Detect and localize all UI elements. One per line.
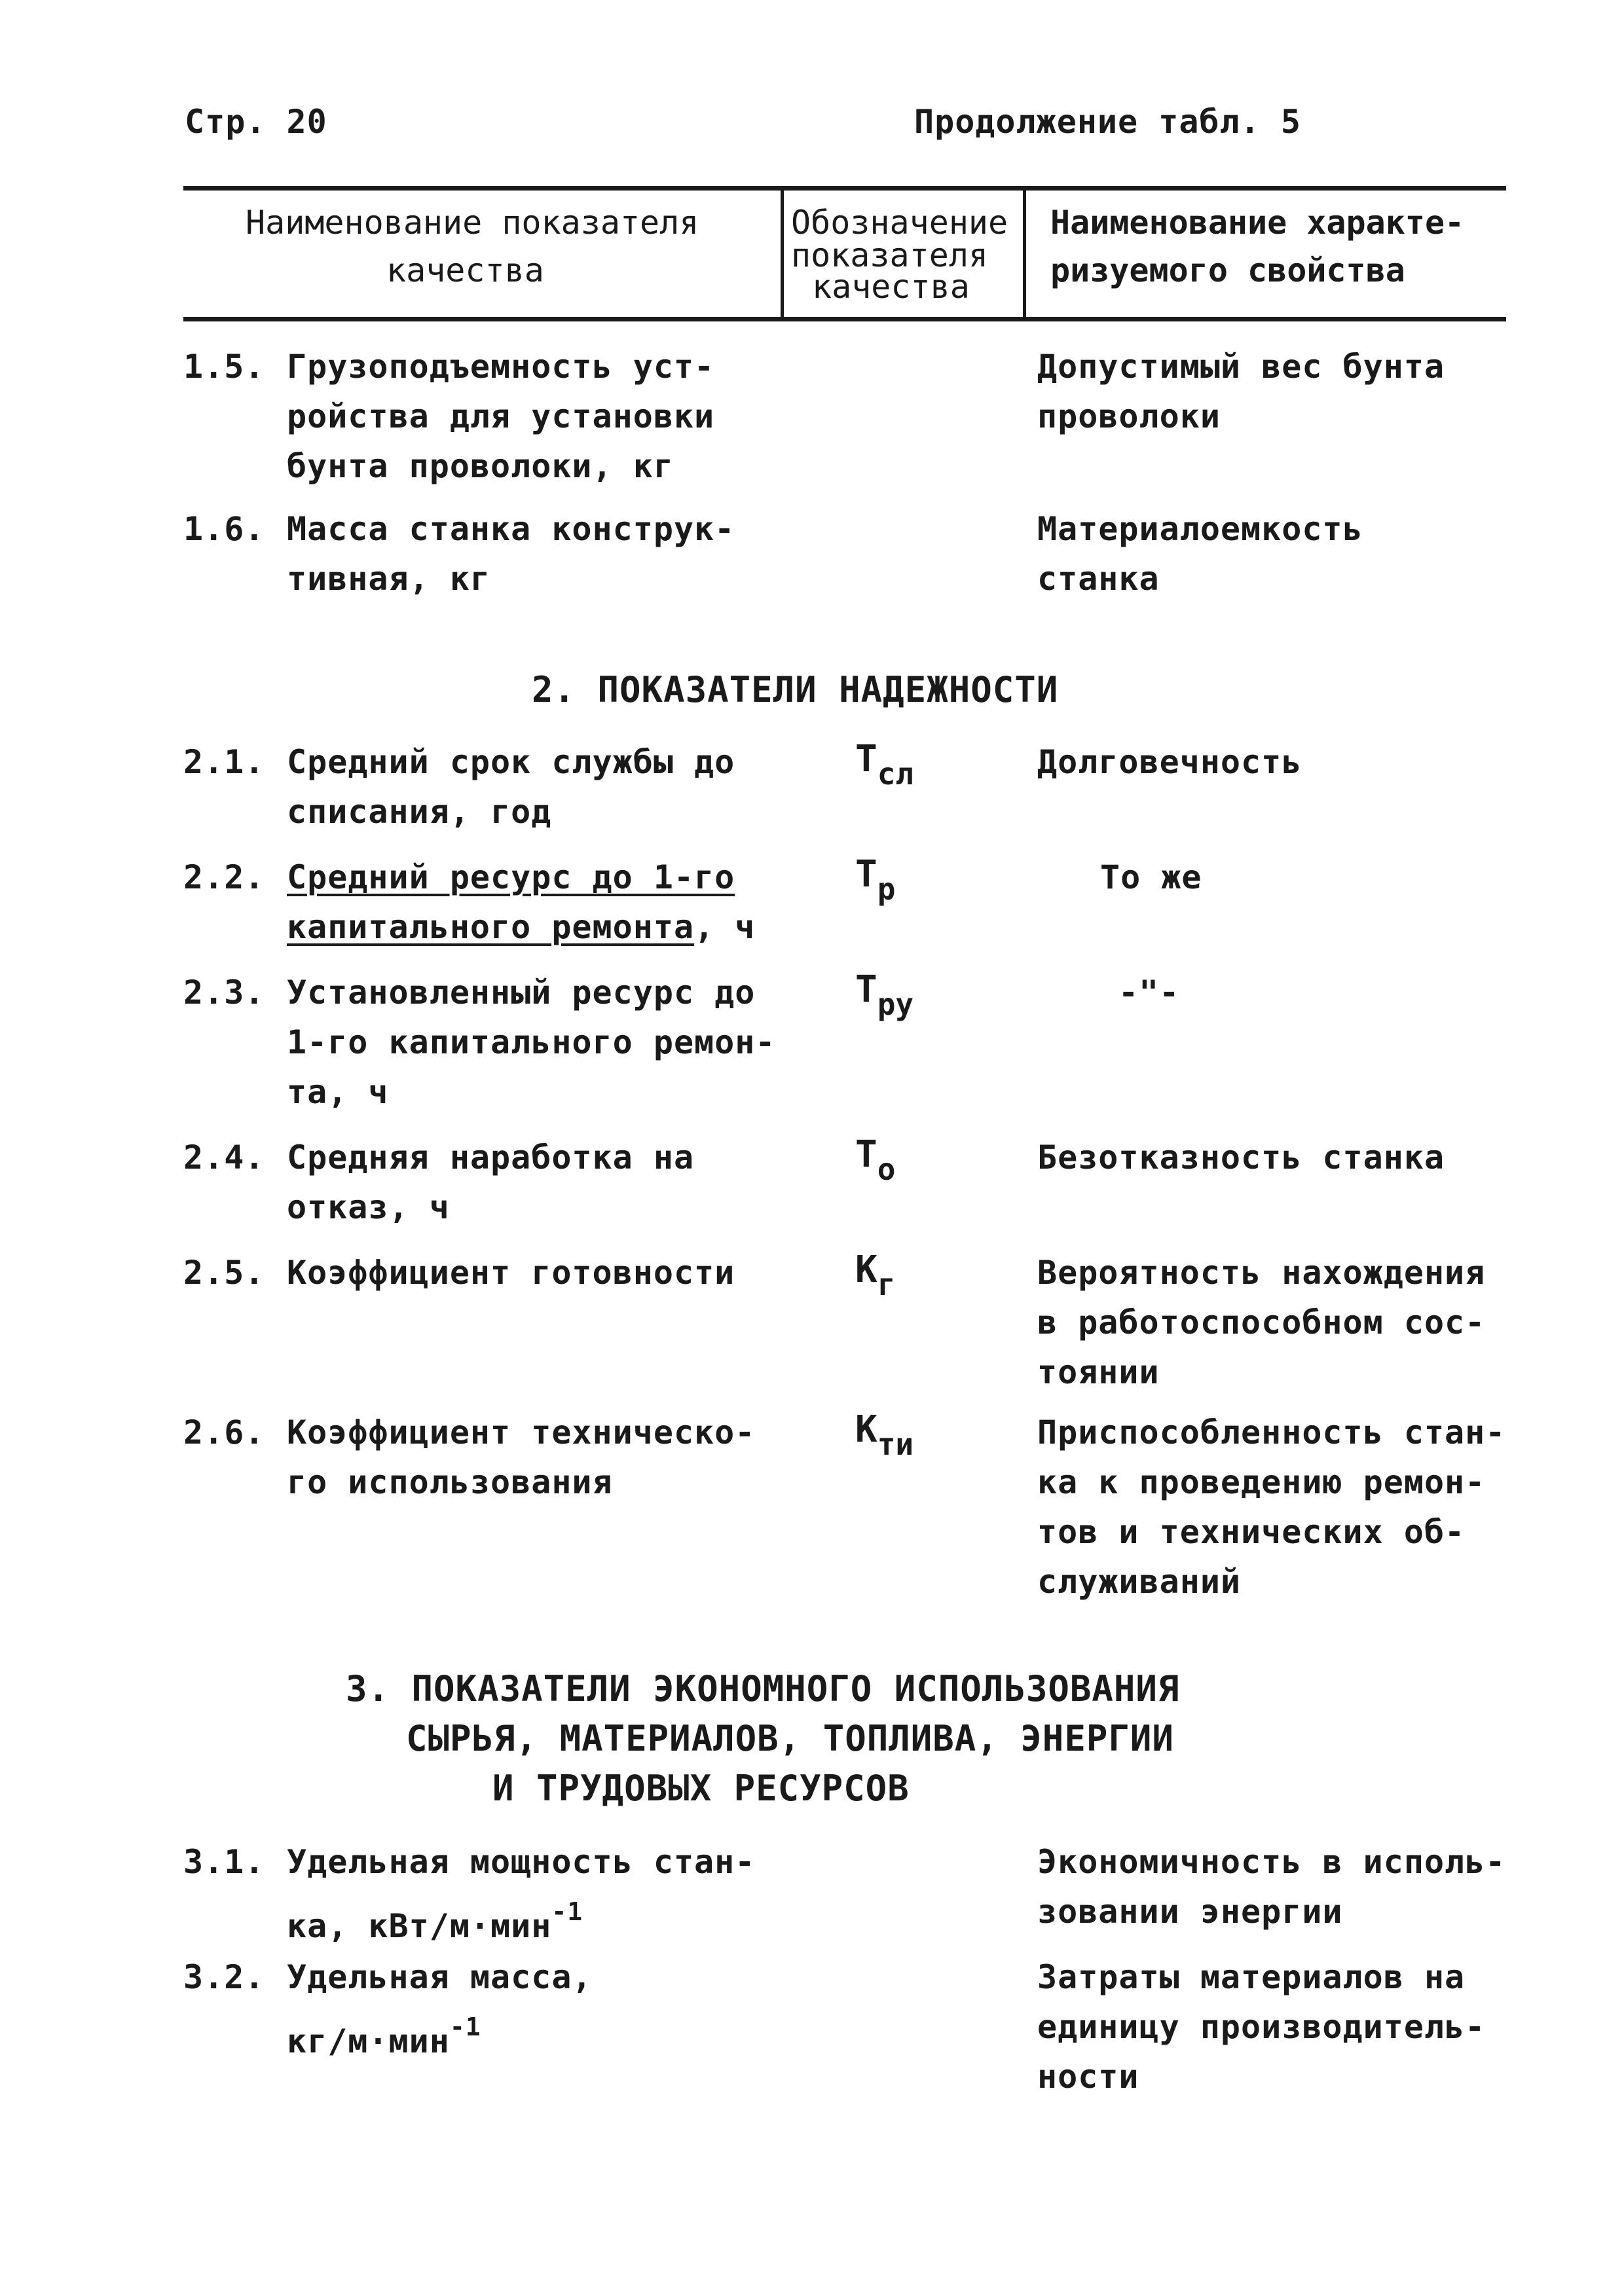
row-number: 3.2. [183,1958,265,1996]
indicator-symbol: $Т_{сл}$ [855,738,914,792]
indicator-symbol: $К_{ти}$ [855,1408,914,1462]
property-name: Приспособленность стан- [1037,1413,1506,1451]
indicator-name: Средний ресурс до 1-го [287,858,735,896]
indicator-name: 1-го капитального ремон- [287,1023,776,1061]
section-heading: 2. ПОКАЗАТЕЛИ НАДЕЖНОСТИ [532,669,1059,710]
header-separator-1 [781,190,784,318]
indicator-name: Установленный ресурс до [287,974,756,1011]
header-col-property-line1: Наименование характе- [1050,204,1465,242]
property-name: ности [1037,2058,1139,2096]
row-number: 3.1. [183,1843,265,1881]
row-number: 2.5. [183,1254,265,1292]
property-name: Вероятность нахождения [1037,1254,1486,1292]
header-bottom-rule [183,317,1506,321]
property-name: тоянии [1037,1353,1160,1391]
property-name: зовании энергии [1037,1893,1343,1931]
property-name: Затраты материалов на [1037,1958,1466,1996]
indicator-symbol: $К_г$ [855,1248,896,1302]
property-name: в работоспособном сос- [1037,1303,1486,1341]
section-heading-line3: И ТРУДОВЫХ РЕСУРСОВ [492,1768,910,1809]
header-col-name-line1: Наименование показателя [246,204,699,242]
row-number: 2.6. [183,1413,265,1451]
header-col-property-line2: ризуемого свойства [1050,251,1405,289]
indicator-name: ройства для установки [287,397,715,435]
row-number: 2.1. [183,743,265,781]
indicator-name: тивная, кг [287,560,491,598]
section-heading-line1: 3. ПОКАЗАТЕЛИ ЭКОНОМНОГО ИСПОЛЬЗОВАНИЯ [346,1668,1180,1709]
indicator-name: капитального ремонта, ч [287,908,756,946]
row-number: 2.4. [183,1139,265,1176]
header-col-symbol-line3: качества [812,268,970,306]
property-name: станка [1037,560,1160,598]
indicator-name: кг/м·мин$^{-1}$ [287,2013,481,2060]
indicator-name: Средняя наработка на [287,1139,695,1176]
property-name: Долговечность [1037,743,1302,781]
property-name: Безотказность станка [1037,1139,1445,1176]
indicator-name: Средний срок службы до [287,743,735,781]
indicator-symbol: $Т_о$ [855,1133,896,1187]
property-name: Экономичность в исполь- [1037,1843,1506,1881]
header-col-symbol-line1: Обозначение [791,204,1008,242]
property-name: То же [1100,858,1202,896]
indicator-name: отказ, ч [287,1188,450,1226]
property-name: ка к проведению ремон- [1037,1463,1486,1501]
property-name: тов и технических об- [1037,1513,1466,1551]
indicator-name: Удельная масса, [287,1958,593,1996]
property-name: Материалоемкость [1037,510,1363,548]
row-number: 1.5. [183,348,265,386]
page-number: Стр. 20 [185,103,327,141]
header-col-symbol-line2: показателя [791,236,989,274]
row-number: 2.2. [183,858,265,896]
row-number: 2.3. [183,974,265,1011]
indicator-name: списания, год [287,793,552,831]
property-name: -"- [1118,974,1180,1011]
indicator-name: Масса станка конструк- [287,510,735,548]
header-separator-2 [1023,190,1026,318]
indicator-name: го использования [287,1463,613,1501]
indicator-symbol: $Т_{ру}$ [855,968,914,1022]
header-top-rule [183,186,1506,191]
property-name: служиваний [1037,1563,1242,1601]
indicator-name: ка, кВт/м·мин$^{-1}$ [287,1897,583,1945]
indicator-name: Удельная мощность стан- [287,1843,756,1881]
header-col-name-line2: качества [386,251,544,289]
indicator-symbol: $Т_р$ [855,853,896,907]
property-name: проволоки [1037,397,1221,435]
row-number: 1.6. [183,510,265,548]
indicator-name: Коэффициент техническо- [287,1413,756,1451]
property-name: единицу производитель- [1037,2008,1486,2046]
indicator-name: та, ч [287,1073,389,1111]
section-heading-line2: СЫРЬЯ, МАТЕРИАЛОВ, ТОПЛИВА, ЭНЕРГИИ [406,1718,1174,1759]
property-name: Допустимый вес бунта [1037,348,1445,386]
table-continuation-label: Продолжение табл. 5 [914,103,1301,141]
indicator-name: Коэффициент готовности [287,1254,735,1292]
indicator-name: бунта проволоки, кг [287,447,674,485]
indicator-name: Грузоподъемность уст- [287,348,715,386]
